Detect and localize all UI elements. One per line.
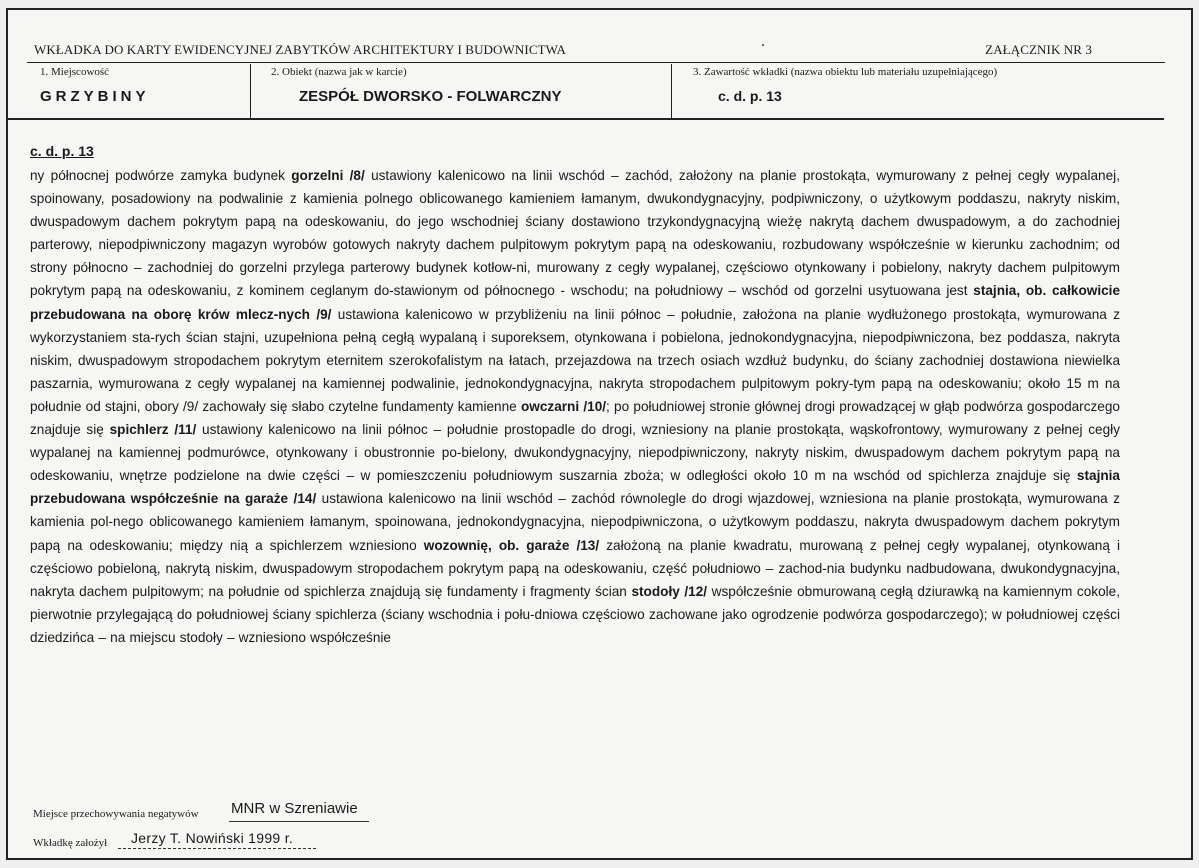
negatives-storage-underline (229, 821, 369, 822)
description-run: ; po południowej stronie głównej drogi prowadzącej w głąb podwórza gospodarczego znajduje się (30, 398, 1120, 438)
author-label: Wkładkę założył (33, 837, 108, 849)
building-name: stajnia przebudowana współcześnie na garaże /14/ (30, 468, 1120, 507)
description-text (30, 164, 1120, 649)
building-name: wozownię, ob. garaże /13/ (423, 537, 600, 553)
attachment-number: ZAŁĄCZNIK NR 3 (985, 42, 1092, 57)
header-rule (27, 62, 1165, 63)
building-name: gorzelni /8/ (291, 168, 365, 183)
description-run: ustawiony kalenicowo na linii wschód – zachód, założony na planie prostokąta, wymurowany z pełnej cegły wypalanej, spoinowany, posadowiony na podwalinie z kamienia polnego oblicowanego kamieniem łamanym, dwukondygnacyjny, podpiwniczony, o użytkowym poddaszu, nakryty niskim, dwuspadowym dachem pokrytym papą na odeskowaniu, do jego wschodniej ściany dostawiono trzykondygnacyjną wieżę nakrytą dachem dwuspadowym, a do zachodniej parterowy, niepodpiwniczony magazyn wyrobów gotowych nakryty dachem pulpitowym pokrytym papą na odeskowaniu, rozbudowany współcześnie w kierunku zachodnim; od strony północno – zachodniej do gorzelni przylega parterowy budynek kotłow-ni, murowany z cegły wypalanej, częściowo otynkowany i pobielony, nakryty dachem pulpitowym pokrytym papą na odeskowaniu, z kominem ceglanym do-stawionym od północnego - wschodu; na południowy – wschód od gorzelni usytuowana jest (30, 168, 1120, 299)
description-run: założoną na planie kwadratu, murowaną z pełnej cegły wypalanej, otynkowaną i częściowo pobieloną, nakrytą niskim, dwuspadowym stropodachem pokrytym papą na odeskowaniu, część południowo – zachod-nia budynku nadbudowana, dwukondygnacyjna, nakryta dachem pulpitowym; na południe od spichlerza znajdują się fundamenty i fragmenty ścian (30, 537, 1120, 599)
building-name: spichlerz /11/ (109, 422, 197, 438)
negatives-storage-value: MNR w Szreniawie (231, 800, 358, 817)
fields-bottom-rule (6, 118, 1164, 120)
description-run: ny północnej podwórze zamyka budynek (30, 168, 292, 183)
author-underline (118, 848, 316, 849)
building-name: stajnia, ob. całkowicie przebudowana na oborę krów mlecz-nych /9/ (30, 283, 1121, 322)
building-name: stodoły /12/ (631, 583, 708, 599)
description-run: ustawiony kalenicowo na linii północ – południe prostopadle do drogi, wzniesiony na planie prostokąta, wąskofrontowy, wymurowany z pełnej cegły wypalanej na kamiennej podmurówce, otynkowany i obustronnie po-bielony, dwukondygnacyjny, niepodpiwniczony, nakryty niskim, dwuspadowym dachem pokrytym papą na odeskowaniu, wnętrze podzielone na dwie części – w pomieszczeniu południowym suszarnia zboża; w odległości około 10 m na wschód od spichlerza znajduje się (30, 422, 1120, 484)
field-content-label: 3. Zawartość wkładki (nazwa obiektu lub materiału uzupełniającego) (693, 66, 998, 78)
description-run: współcześnie obmurowaną cegłą dziurawką na kamiennym cokole, pierwotnie przylegającą do południowej ściany spichlerza (ściany wschodnia i połu-dniowa częściowo zachowane jako ogrodzenie podwórza gospodarczego); w południowej części dziedzińca – na miejscu stodoły – wzniesiono współcześnie (30, 583, 1121, 645)
field-locality-label: 1. Miejscowość (40, 66, 110, 78)
field-object-value: ZESPÓŁ DWORSKO - FOLWARCZNY (299, 88, 562, 105)
negatives-storage-label: Miejsce przechowywania negatywów (33, 808, 199, 820)
field-divider-2 (671, 64, 672, 118)
field-locality-value: GRZYBINY (40, 88, 150, 105)
field-content-value: c. d. p. 13 (718, 88, 782, 104)
author-value: Jerzy T. Nowiński 1999 r. (131, 830, 294, 846)
description-run: ustawiona kalenicowo w przybliżeniu na linii północ – południe, założona na planie wydłużonego prostokąta, wymurowana z wykorzystaniem sta-rych ścian stajni, uzupełniona pełną cegłą wypalaną i suporeksem, otynkowana i pobielona, jednokondygnacyjna, niepodpiwniczona, bez poddasza, nakryta niskim, dwuspadowym stropodachem pokrytym eternitem szerokofalistym na łatach, przejazdowa na trzech osiach wzdłuż budynku, do ściany zachodniej dostawiona niewielka paszarnia, wymurowana z cegły wypalanej na kamiennej podwalinie, jednokondygnacyjna, nakryta stropodachem pulpitowym pokry-tym papą na odeskowaniu; około 15 m na południe od stajni, obory /9/ zachowały się słabo czytelne fundamenty kamienne (30, 306, 1120, 414)
form-title: WKŁADKA DO KARTY EWIDENCYJNEJ ZABYTKÓW ARCHITEKTURY I BUDOWNICTWA (34, 42, 567, 57)
scan-dot (762, 44, 764, 46)
description-run: ustawiona kalenicowo na linii wschód – zachód równolegle do drogi wjazdowej, wzniesiona na planie prostokąta, wymurowana z kamienia pol-nego oblicowanego kamieniem łamanym, spoinowana, jednokondygnacyjna, niepodpiwniczona, o użytkowym poddaszu, nakryta dwuspadowym dachem pokrytym papą na odeskowaniu; między nią a spichlerzem wzniesiono (30, 491, 1120, 553)
section-title: c. d. p. 13 (30, 143, 94, 159)
field-object-label: 2. Obiekt (nazwa jak w karcie) (271, 66, 407, 78)
building-name: owczarni /10/ (520, 398, 607, 414)
field-divider-1 (250, 64, 251, 118)
